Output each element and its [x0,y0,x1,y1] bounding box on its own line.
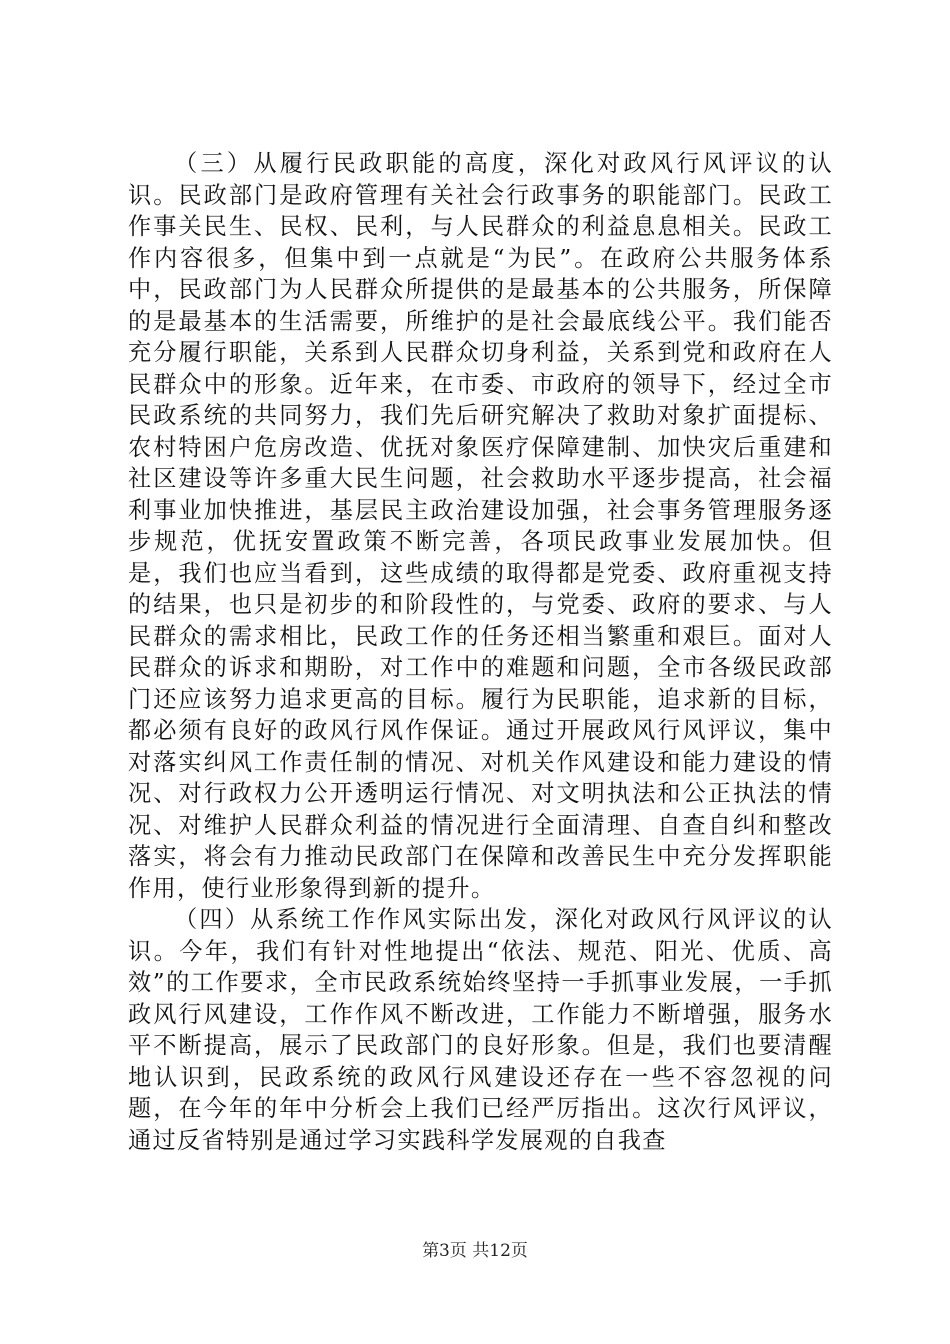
page-footer: 第3页 共12页 [422,1241,528,1261]
paragraph-three: （三）从履行民政职能的高度，深化对政风行风评议的认识。民政部门是政府管理有关社会行政事务的职能部门。民政工作事关民生、民权、民利，与人民群众的利益息息相关。民政工作内容很多，但集中到一点就是“为民”。在政府公共服务体系中，民政部门为人民群众所提供的是最基本的公共服务，所保障的是最基本的生活需要，所维护的是社会最底线公平。我们能否充分履行职能，关系到人民群众切身利益，关系到党和政府在人民群众中的形象。近年来，在市委、市政府的领导下，经过全市民政系统的共同努力，我们先后研究解决了救助对象扩面提标、农村特困户危房改造、优抚对象医疗保障建制、加快灾后重建和社区建设等许多重大民生问题，社会救助水平逐步提高，社会福利事业加快推进，基层民主政治建设加强，社会事务管理服务逐步规范，优抚安置政策不断完善，各项民政事业发展加快。但是，我们也应当看到，这些成绩的取得都是党委、政府重视支持的结果，也只是初步的和阶段性的，与党委、政府的要求、与人民群众的需求相比，民政工作的任务还相当繁重和艰巨。面对人民群众的诉求和期盼，对工作中的难题和问题，全市各级民政部门还应该努力追求更高的目标。履行为民职能，追求新的目标，都必须有良好的政风行风作保证。通过开展政风行风评议，集中对落实纠风工作责任制的情况、对机关作风建设和能力建设的情况、对行政权力公开透明运行情况、对文明执法和公正执法的情况、对维护人民群众利益的情况进行全面清理、自查自纠和整改落实，将会有力推动民政部门在保障和改善民生中充分发挥职能作用，使行业形象得到新的提升。 [128,150,833,902]
paragraph-four: （四）从系统工作作风实际出发，深化对政风行风评议的认识。今年，我们有针对性地提出“依法、规范、阳光、优质、高效”的工作要求，全市民政系统始终坚持一手抓事业发展，一手抓政风行风建设，工作作风不断改进，工作能力不断增强，服务水平不断提高，展示了民政部门的良好形象。但是，我们也要清醒地认识到，民政系统的政风行风建设还存在一些不容忽视的问题，在今年的年中分析会上我们已经严厉指出。这次行风评议，通过反省特别是通过学习实践科学发展观的自我查 [128,906,833,1154]
document-body [128,148,833,1156]
